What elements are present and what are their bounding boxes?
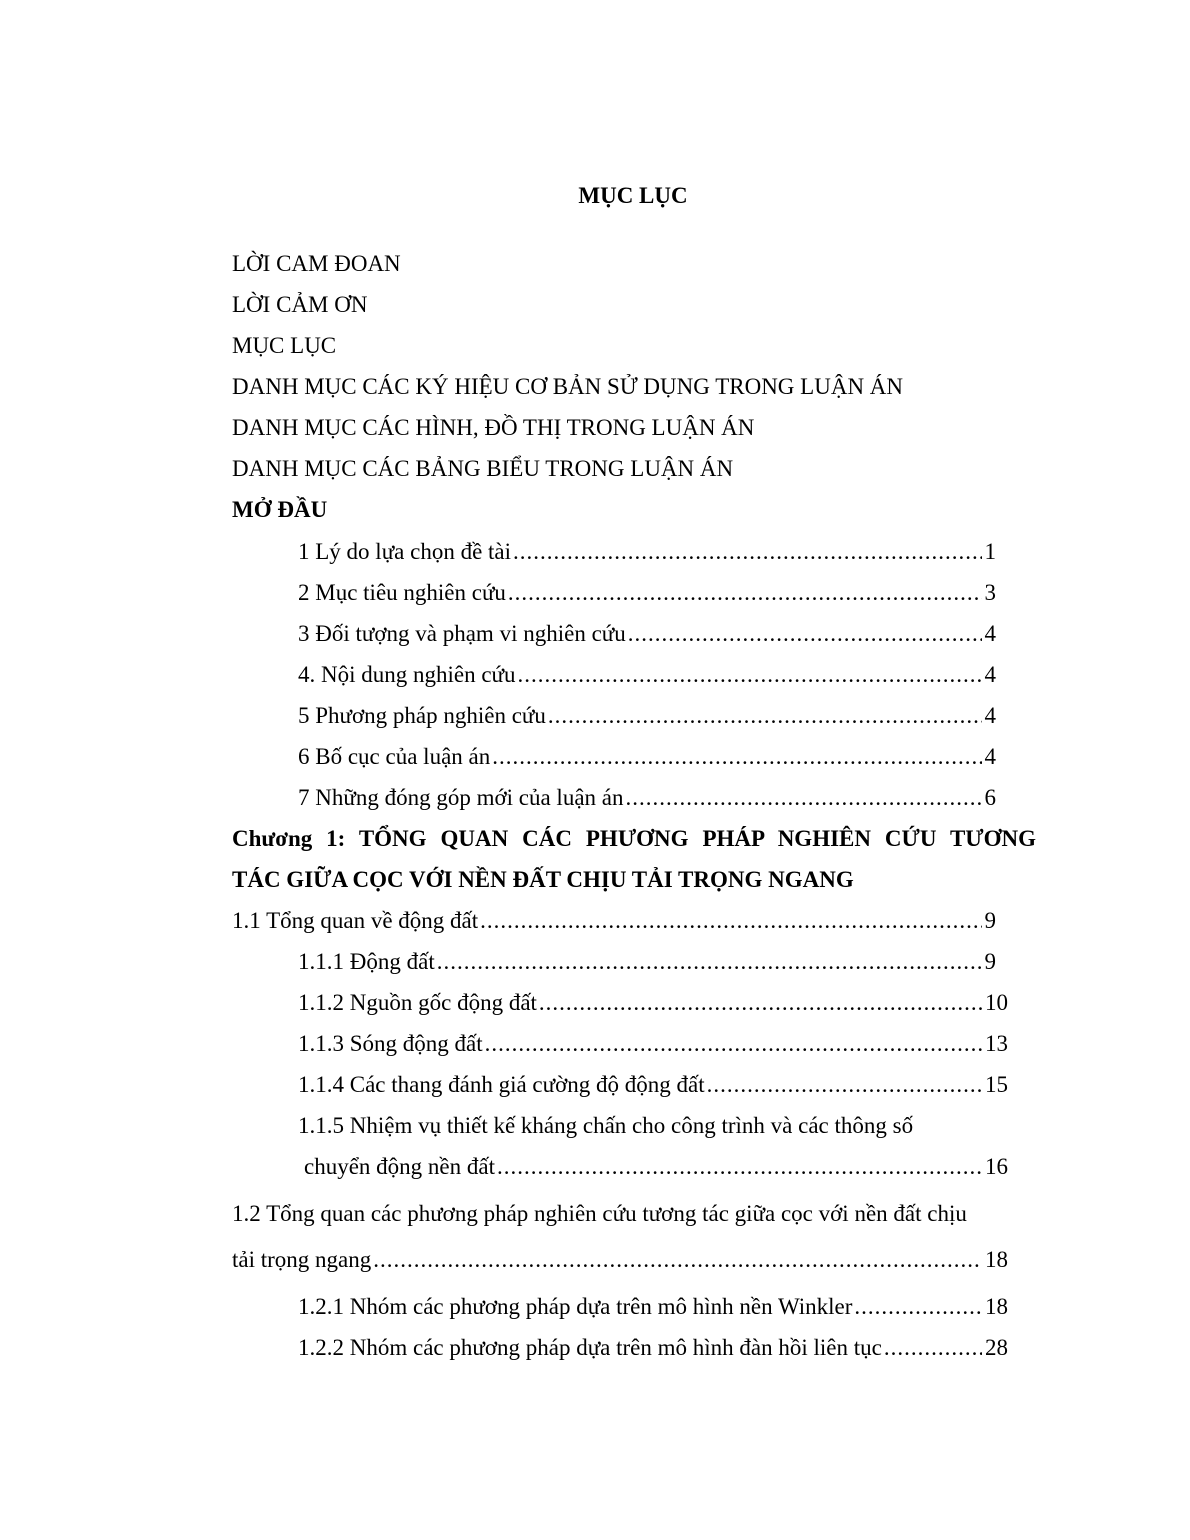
toc-entry: [298, 701, 996, 731]
toc-entry: [298, 619, 996, 649]
toc-entry-label: 5 Phương pháp nghiên cứu: [298, 703, 546, 728]
dot-leader: [437, 947, 982, 977]
toc-entry-label: 1.1.1 Động đất: [298, 949, 435, 974]
toc-entry-label: 3 Đối tượng và phạm vi nghiên cứu: [298, 621, 626, 646]
toc-entry-label: 1.1.3 Sóng động đất: [298, 1031, 483, 1056]
toc-entry: [298, 783, 996, 813]
front-matter-item: DANH MỤC CÁC HÌNH, ĐỒ THỊ TRONG LUẬN ÁN: [232, 415, 755, 440]
toc-entry-page: 10: [985, 990, 1008, 1015]
toc-entry-label: 1.1.4 Các thang đánh giá cường độ động đất: [298, 1072, 705, 1097]
toc-entry-page: 4: [984, 744, 996, 769]
toc-entry: [298, 742, 996, 772]
intro-heading: MỞ ĐẦU: [232, 497, 328, 522]
toc-entry-page: 18: [985, 1294, 1008, 1319]
chapter-title-line-1: Chương 1: TỔNG QUAN CÁC PHƯƠNG PHÁP NGHIÊN CỨU TƯƠNG: [232, 826, 1036, 851]
toc-entry-page: 9: [984, 949, 996, 974]
toc-entry: [298, 660, 996, 690]
page-title: MỤC LỤC: [578, 183, 688, 208]
dot-leader: [373, 1245, 982, 1275]
toc-entry: [298, 988, 1008, 1018]
dot-leader: [628, 619, 982, 649]
toc-entry-label: 1.1 Tổng quan về động đất: [232, 908, 479, 933]
toc-entry-page: 1: [984, 539, 996, 564]
toc-entry-label: chuyển động nền đất: [304, 1154, 495, 1179]
dot-leader: [707, 1070, 982, 1100]
toc-entry: [298, 1333, 1008, 1363]
toc-entry-label: 4. Nội dung nghiên cứu: [298, 662, 516, 687]
toc-section: [232, 1245, 1008, 1275]
toc-entry-page: 9: [984, 908, 996, 933]
toc-entry-label: 1 Lý do lựa chọn đề tài: [298, 539, 512, 564]
dot-leader: [485, 1029, 982, 1059]
dot-leader: [508, 578, 982, 608]
toc-entry: [298, 578, 996, 608]
toc-entry-label: 7 Những đóng góp mới của luận án: [298, 785, 624, 810]
dot-leader: [854, 1292, 982, 1322]
front-matter-item: LỜI CAM ĐOAN: [232, 251, 401, 276]
toc-entry-page: 6: [984, 785, 996, 810]
toc-entry-label: 1.1.5 Nhiệm vụ thiết kế kháng chấn cho công trình và các thông số: [298, 1113, 914, 1138]
toc-entry-page: 13: [985, 1031, 1008, 1056]
toc-entry-page: 4: [984, 703, 996, 728]
toc-section: [232, 906, 996, 936]
front-matter-item: DANH MỤC CÁC KÝ HIỆU CƠ BẢN SỬ DỤNG TRONG LUẬN ÁN: [232, 374, 904, 399]
toc-entry: [298, 947, 996, 977]
toc-entry-label: 1.2.2 Nhóm các phương pháp dựa trên mô hình đàn hồi liên tục: [298, 1335, 882, 1360]
dot-leader: [539, 988, 982, 1018]
dot-leader: [513, 537, 981, 567]
toc-entry: [298, 1070, 1008, 1100]
toc-entry: [298, 1292, 1008, 1322]
front-matter-item: DANH MỤC CÁC BẢNG BIỂU TRONG LUẬN ÁN: [232, 456, 734, 481]
toc-entry: [298, 1029, 1008, 1059]
toc-entry-label: tải trọng ngang: [232, 1247, 372, 1272]
toc-entry-page: 4: [984, 662, 996, 687]
dot-leader: [492, 742, 981, 772]
toc-entry-label: 1.2.1 Nhóm các phương pháp dựa trên mô hình nền Winkler: [298, 1294, 853, 1319]
dot-leader: [548, 701, 982, 731]
front-matter-item: MỤC LỤC: [232, 333, 337, 358]
chapter-title-line-2: TÁC GIỮA CỌC VỚI NỀN ĐẤT CHỊU TẢI TRỌNG NGANG: [232, 867, 854, 892]
toc-entry-label: 1.1.2 Nguồn gốc động đất: [298, 990, 537, 1015]
toc-entry: [298, 537, 996, 567]
toc-entry-page: 16: [985, 1154, 1008, 1179]
dot-leader: [884, 1333, 982, 1363]
dot-leader: [518, 660, 982, 690]
toc-entry-page: 18: [985, 1247, 1008, 1272]
toc-entry-label: 6 Bố cục của luận án: [298, 744, 491, 769]
toc-entry: [304, 1152, 1008, 1182]
toc-entry-page: 28: [985, 1335, 1008, 1360]
dot-leader: [480, 906, 981, 936]
toc-entry-page: 3: [984, 580, 996, 605]
toc-entry-page: 4: [984, 621, 996, 646]
dot-leader: [626, 783, 982, 813]
toc-entry-label: 2 Mục tiêu nghiên cứu: [298, 580, 506, 605]
toc-section-label: 1.2 Tổng quan các phương pháp nghiên cứu tương tác giữa cọc với nền đất chịu: [232, 1201, 967, 1226]
dot-leader: [497, 1152, 982, 1182]
front-matter-item: LỜI CẢM ƠN: [232, 292, 368, 317]
toc-entry-page: 15: [985, 1072, 1008, 1097]
